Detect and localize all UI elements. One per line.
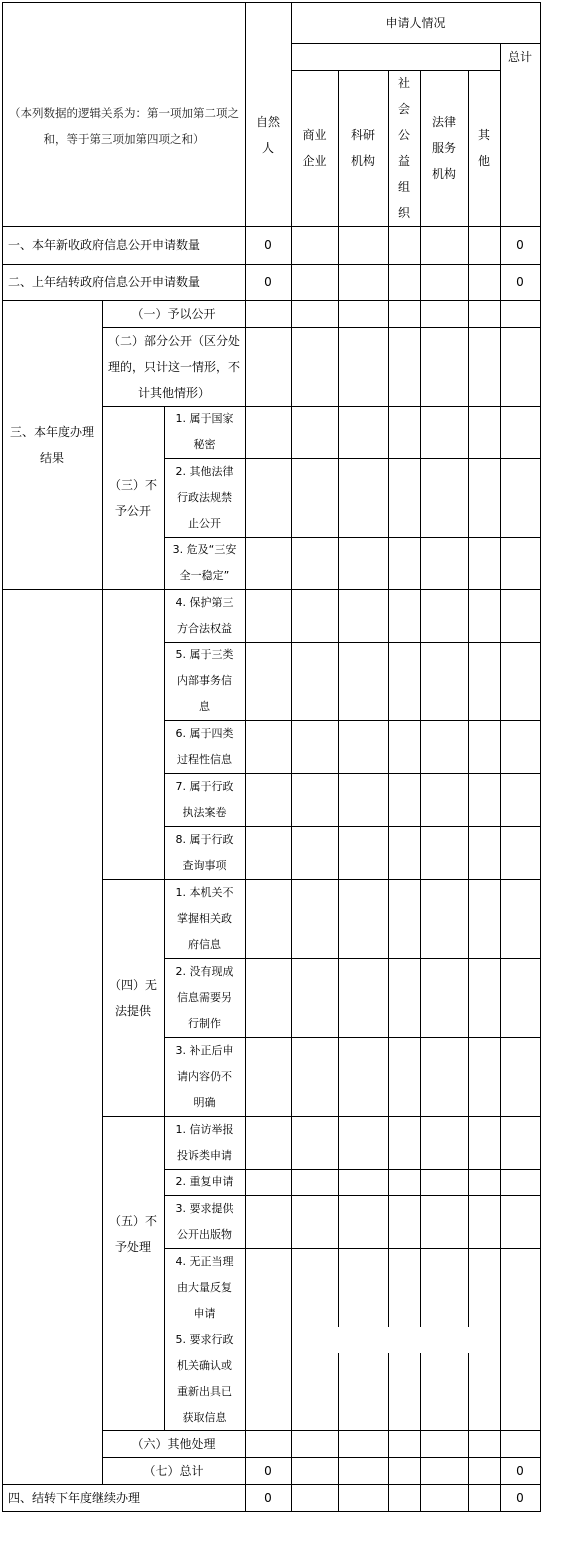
- header-research: 科研 机构: [350, 128, 375, 168]
- item-reconfirm-info: 5. 要求行政 机关确认或 重新出具已 获取信息: [175, 1332, 234, 1424]
- row-carried-over-natural: 0: [264, 275, 272, 289]
- item-repeated-requests: 4. 无正当理 由大量反复 申请: [175, 1254, 234, 1320]
- row-partially-disclosed: （二）部分公开（区分处理的，只计这一情形，不计其他情形）: [107, 333, 240, 400]
- item-third-party-rights: 4. 保护第三 方合法权益: [175, 595, 234, 635]
- header-legal-service: 法律 服务 机构: [431, 115, 456, 181]
- group-not-processed: （五）不 予处理: [108, 1214, 157, 1254]
- header-other: 其 他: [477, 128, 490, 168]
- item-internal-affairs: 5. 属于三类 内部事务信 息: [175, 648, 234, 713]
- row-carried-over-total: 0: [516, 275, 524, 289]
- row-subtotal-label: （七）总计: [143, 1463, 204, 1478]
- row-subtotal-natural: 0: [264, 1463, 272, 1478]
- header-total: 总计: [507, 49, 532, 64]
- item-needs-creation: 2. 没有现成 信息需要另 行制作: [175, 964, 234, 1030]
- item-petition-complaint: 1. 信访举报 投诉类申请: [175, 1122, 234, 1162]
- group-unable-to-provide: （四）无 法提供: [108, 977, 157, 1018]
- row-subtotal-total: 0: [516, 1463, 524, 1478]
- item-process-info: 6. 属于四类 过程性信息: [175, 726, 234, 766]
- row-carry-forward-natural: 0: [264, 1490, 272, 1505]
- item-duplicate: 2. 重复申请: [175, 1175, 234, 1188]
- header-natural-person: 自然 人: [255, 114, 280, 155]
- row-carry-forward-total: 0: [516, 1490, 524, 1505]
- header-business: 商业 企业: [302, 128, 327, 168]
- header-applicant-info: 申请人情况: [385, 15, 446, 30]
- item-enforcement-files: 7. 属于行政 执法案卷: [175, 779, 234, 819]
- header-logic-note: （本列数据的逻辑关系为：第一项加第二项之和，等于第三项加第四项之和）: [9, 106, 239, 146]
- group-not-disclosed: （三）不 予公开: [108, 477, 157, 518]
- row-new-applications-total: 0: [516, 238, 524, 252]
- row-carry-forward-label: 四、结转下年度继续办理: [8, 1490, 141, 1505]
- item-not-held: 1. 本机关不 掌握相关政 府信息: [175, 885, 234, 951]
- item-law-prohibited: 2. 其他法律 行政法规禁 止公开: [175, 464, 234, 530]
- item-still-unclear: 3. 补正后申 请内容仍不 明确: [175, 1043, 234, 1109]
- item-state-secret: 1. 属于国家 秘密: [175, 412, 234, 451]
- row-other-handling: （六）其他处理: [131, 1436, 216, 1451]
- header-public-welfare: 社 会 公 益 组 织: [397, 76, 410, 220]
- row-carried-over-label: 二、上年结转政府信息公开申请数量: [8, 275, 201, 289]
- item-publications: 3. 要求提供 公开出版物: [175, 1201, 234, 1241]
- item-inquiry-matters: 8. 属于行政 查询事项: [175, 832, 234, 872]
- item-security-stability: 3. 危及“三安 全一稳定”: [172, 543, 237, 582]
- section-results-label: 三、本年度办理 结果: [9, 424, 94, 465]
- row-disclosed: （一）予以公开: [131, 306, 216, 321]
- row-new-applications-natural: 0: [264, 238, 272, 252]
- row-new-applications-label: 一、本年新收政府信息公开申请数量: [8, 238, 201, 252]
